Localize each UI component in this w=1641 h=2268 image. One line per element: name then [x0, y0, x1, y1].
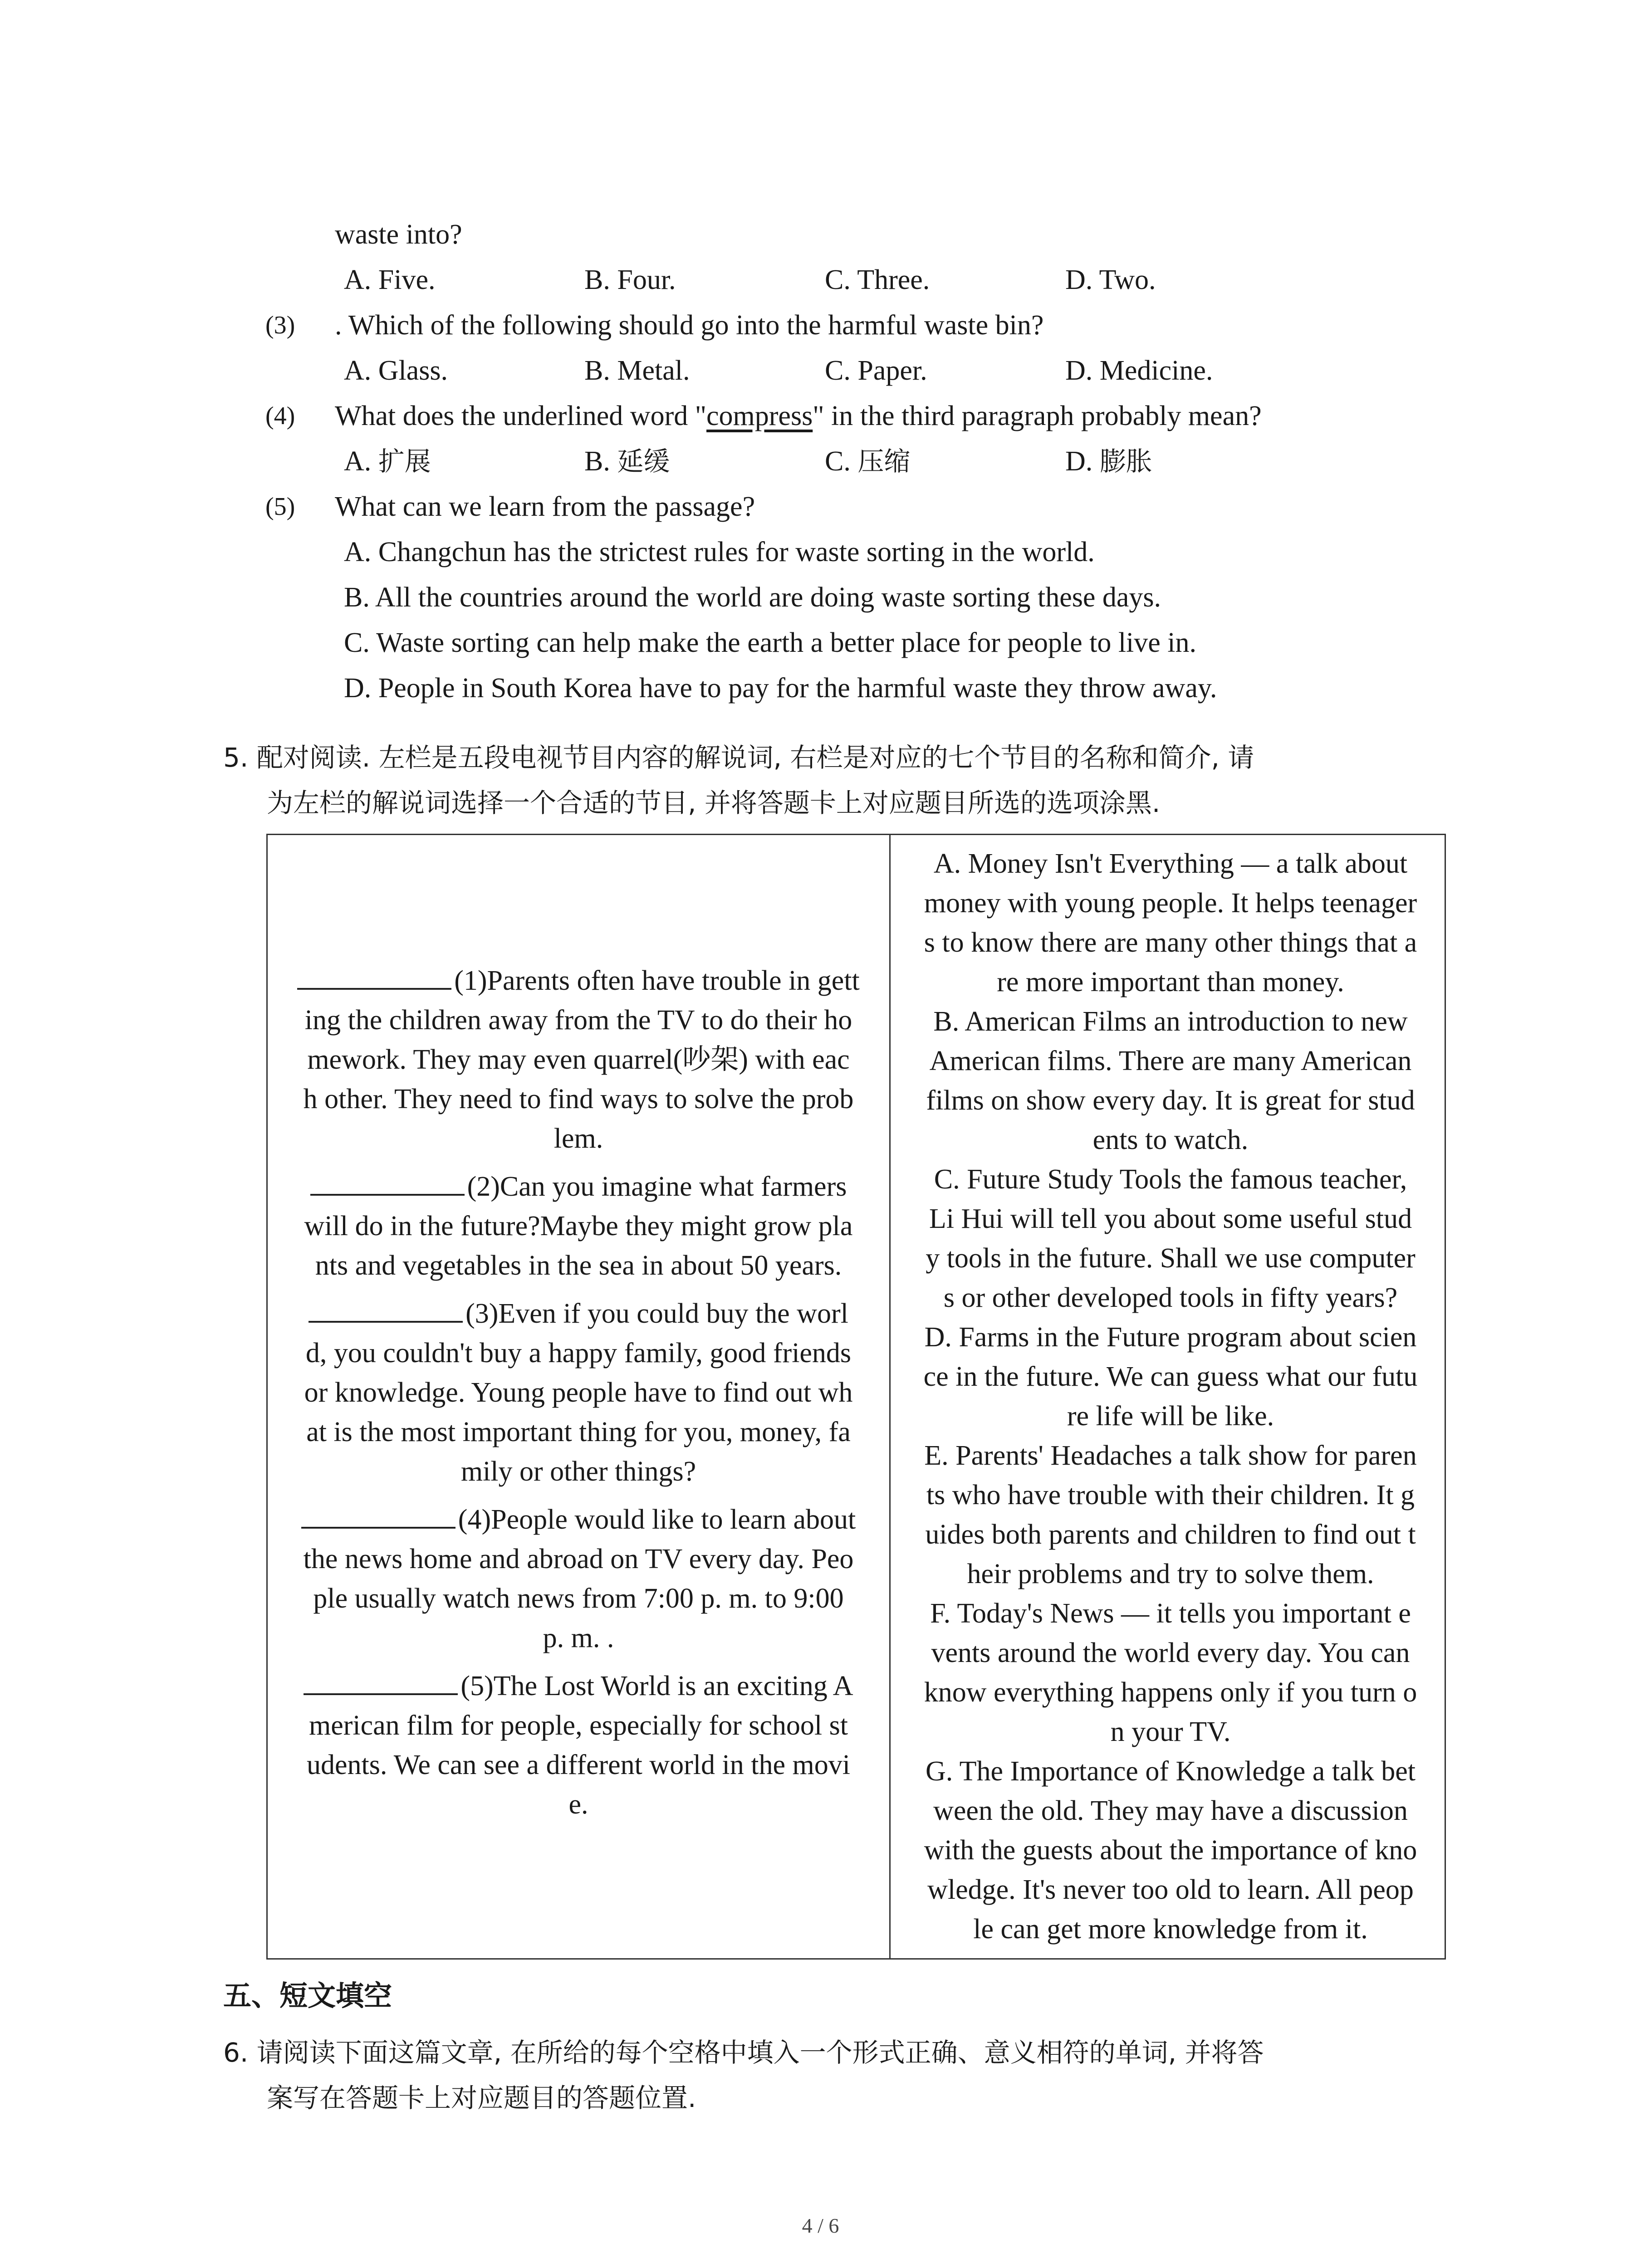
right-line: re more important than money.	[997, 967, 1344, 997]
right-line: E. Parents' Headaches a talk show for paren	[924, 1440, 1417, 1471]
q4-underlined-word: compress	[706, 401, 813, 431]
right-line: ents to watch.	[1092, 1124, 1249, 1155]
right-line: B. American Films an introduction to new	[933, 1006, 1408, 1037]
q2-option-d: D. Two.	[1065, 264, 1156, 295]
left-item-1-line: (1)Parents often have trouble in gett	[454, 965, 860, 996]
table-divider	[889, 835, 891, 1958]
left-item-5	[278, 1666, 879, 1824]
right-line: ts who have trouble with their children. It g	[926, 1480, 1415, 1510]
q4-option-d-text: 膨胀	[1099, 446, 1152, 477]
q5-option-a: A. Changchun has the strictest rules for waste sorting in the world.	[344, 537, 1095, 567]
q3-number: (3)	[265, 311, 295, 339]
q6-line1: 6. 请阅读下面这篇文章, 在所给的每个空格中填入一个形式正确、意义相符的单词, 并将答	[223, 2037, 1264, 2068]
left-item-4-line: ple usually watch news from 7:00 p. m. to 9:00	[313, 1583, 844, 1614]
left-item-5-line: merican film for people, especially for school st	[309, 1710, 848, 1741]
right-line: wledge. It's never too old to learn. All peop	[927, 1874, 1414, 1905]
matching-instruction-line1: 5. 配对阅读. 左栏是五段电视节目内容的解说词, 右栏是对应的七个节目的名称和简介, 请	[223, 742, 1254, 773]
matching-instruction-line2: 为左栏的解说词选择一个合适的节目, 并将答题卡上对应题目所选的选项涂黑.	[267, 787, 1161, 818]
q4-option-b-letter: B.	[584, 446, 617, 477]
right-line: re life will be like.	[1067, 1401, 1274, 1432]
q2-option-c: C. Three.	[825, 264, 930, 295]
left-item-3-line: or knowledge. Young people have to find out wh	[304, 1377, 853, 1408]
q4-option-c	[825, 439, 910, 484]
left-item-3-line: at is the most important thing for you, money, fa	[306, 1417, 851, 1447]
right-line: know everything happens only if you turn o	[924, 1677, 1417, 1708]
q4-stem-after: " in the third paragraph probably mean?	[813, 401, 1262, 431]
right-line: s to know there are many other things that a	[924, 927, 1417, 958]
right-line: s or other developed tools in fifty years?	[943, 1282, 1398, 1313]
answer-blank-4[interactable]	[301, 1500, 456, 1529]
q4-option-c-text: 压缩	[857, 446, 911, 477]
left-item-5-line: (5)The Lost World is an exciting A	[460, 1671, 853, 1701]
q3-stem: . Which of the following should go into the harmful waste bin?	[335, 310, 1044, 341]
left-item-2-line: nts and vegetables in the sea in about 50 years.	[315, 1250, 842, 1281]
left-item-1-line: h other. They need to find ways to solve the prob	[303, 1084, 854, 1114]
q4-option-d	[1065, 439, 1152, 484]
q3-option-d: D. Medicine.	[1065, 355, 1213, 386]
right-line: ween the old. They may have a discussion	[933, 1795, 1408, 1826]
matching-left-column	[278, 835, 879, 1958]
q3-option-c: C. Paper.	[825, 355, 927, 386]
section-heading: 五、短文填空	[223, 1979, 392, 2012]
left-item-4	[278, 1500, 879, 1658]
right-line: C. Future Study Tools the famous teacher,	[934, 1164, 1407, 1195]
right-line: G. The Importance of Knowledge a talk bet	[925, 1756, 1416, 1787]
q4-option-d-letter: D.	[1065, 446, 1100, 477]
left-item-3	[278, 1294, 879, 1491]
right-line: D. Farms in the Future program about scien	[924, 1322, 1417, 1353]
page-number: 4 / 6	[802, 2214, 839, 2237]
answer-blank-5[interactable]	[304, 1666, 458, 1695]
q4-option-b	[584, 439, 670, 484]
left-item-4-line: the news home and abroad on TV every day. Peo	[303, 1544, 854, 1574]
left-item-3-line: (3)Even if you could buy the worl	[465, 1298, 848, 1329]
q4-option-a	[344, 439, 431, 484]
right-line: films on show every day. It is great for stud	[926, 1085, 1415, 1116]
right-line: Li Hui will tell you about some useful stud	[929, 1203, 1412, 1234]
right-line: le can get more knowledge from it.	[973, 1914, 1368, 1945]
matching-right-column	[901, 844, 1440, 1949]
q2-option-a: A. Five.	[344, 264, 436, 295]
q5-option-c: C. Waste sorting can help make the earth a better place for people to live in.	[344, 627, 1197, 658]
right-line: with the guests about the importance of kno	[924, 1835, 1417, 1866]
left-item-1	[278, 961, 879, 1158]
right-line: n your TV.	[1110, 1716, 1231, 1747]
q5-number: (5)	[265, 493, 295, 521]
left-item-2-line: (2)Can you imagine what farmers	[467, 1171, 847, 1202]
left-item-3-line: d, you couldn't buy a happy family, good friends	[305, 1338, 852, 1369]
right-line: vents around the world every day. You can	[931, 1637, 1410, 1668]
q4-stem-before: What does the underlined word "	[335, 401, 707, 431]
right-line: y tools in the future. Shall we use computer	[926, 1243, 1416, 1274]
q4-option-b-text: 延缓	[617, 446, 670, 477]
answer-blank-3[interactable]	[309, 1294, 463, 1323]
q4-number: (4)	[265, 402, 295, 430]
answer-blank-1[interactable]	[297, 961, 451, 990]
q4-option-c-letter: C.	[825, 446, 858, 477]
q4-option-a-letter: A.	[344, 446, 378, 477]
matching-table	[266, 834, 1446, 1960]
q5-option-d: D. People in South Korea have to pay for the harmful waste they throw away.	[344, 673, 1217, 704]
q4-stem	[335, 393, 1262, 439]
right-line: F. Today's News — it tells you important e	[930, 1598, 1411, 1629]
left-item-4-line: (4)People would like to learn about	[458, 1504, 856, 1535]
right-line: American films. There are many American	[929, 1046, 1412, 1076]
left-item-1-line: ing the children away from the TV to do their ho	[304, 1005, 852, 1036]
q3-option-b: B. Metal.	[584, 355, 690, 386]
left-item-2	[278, 1167, 879, 1286]
left-item-1-line: mework. They may even quarrel(吵架) with eac	[307, 1044, 850, 1075]
left-item-2-line: will do in the future?Maybe they might grow pla	[304, 1211, 853, 1242]
q5-stem: What can we learn from the passage?	[335, 491, 755, 522]
left-item-5-line: udents. We can see a different world in the movi	[307, 1750, 850, 1780]
right-line: A. Money Isn't Everything — a talk about	[933, 848, 1408, 879]
q5-option-b: B. All the countries around the world are doing waste sorting these days.	[344, 582, 1161, 613]
left-item-1-line: lem.	[554, 1123, 603, 1154]
q2-stem-tail: waste into?	[335, 219, 462, 250]
left-item-5-line: e.	[568, 1789, 588, 1820]
left-item-3-line: mily or other things?	[460, 1456, 696, 1487]
q2-option-b: B. Four.	[584, 264, 676, 295]
q3-option-a: A. Glass.	[344, 355, 448, 386]
right-line: uides both parents and children to find out t	[925, 1519, 1416, 1550]
right-line: ce in the future. We can guess what our futu	[923, 1361, 1418, 1392]
q6-line2: 案写在答题卡上对应题目的答题位置.	[267, 2082, 696, 2113]
right-line: money with young people. It helps teenager	[924, 888, 1417, 919]
right-line: heir problems and try to solve them.	[967, 1559, 1374, 1589]
left-item-4-line: p. m. .	[543, 1623, 614, 1653]
q4-option-a-text: 扩展	[378, 446, 431, 477]
answer-blank-2[interactable]	[310, 1167, 465, 1196]
